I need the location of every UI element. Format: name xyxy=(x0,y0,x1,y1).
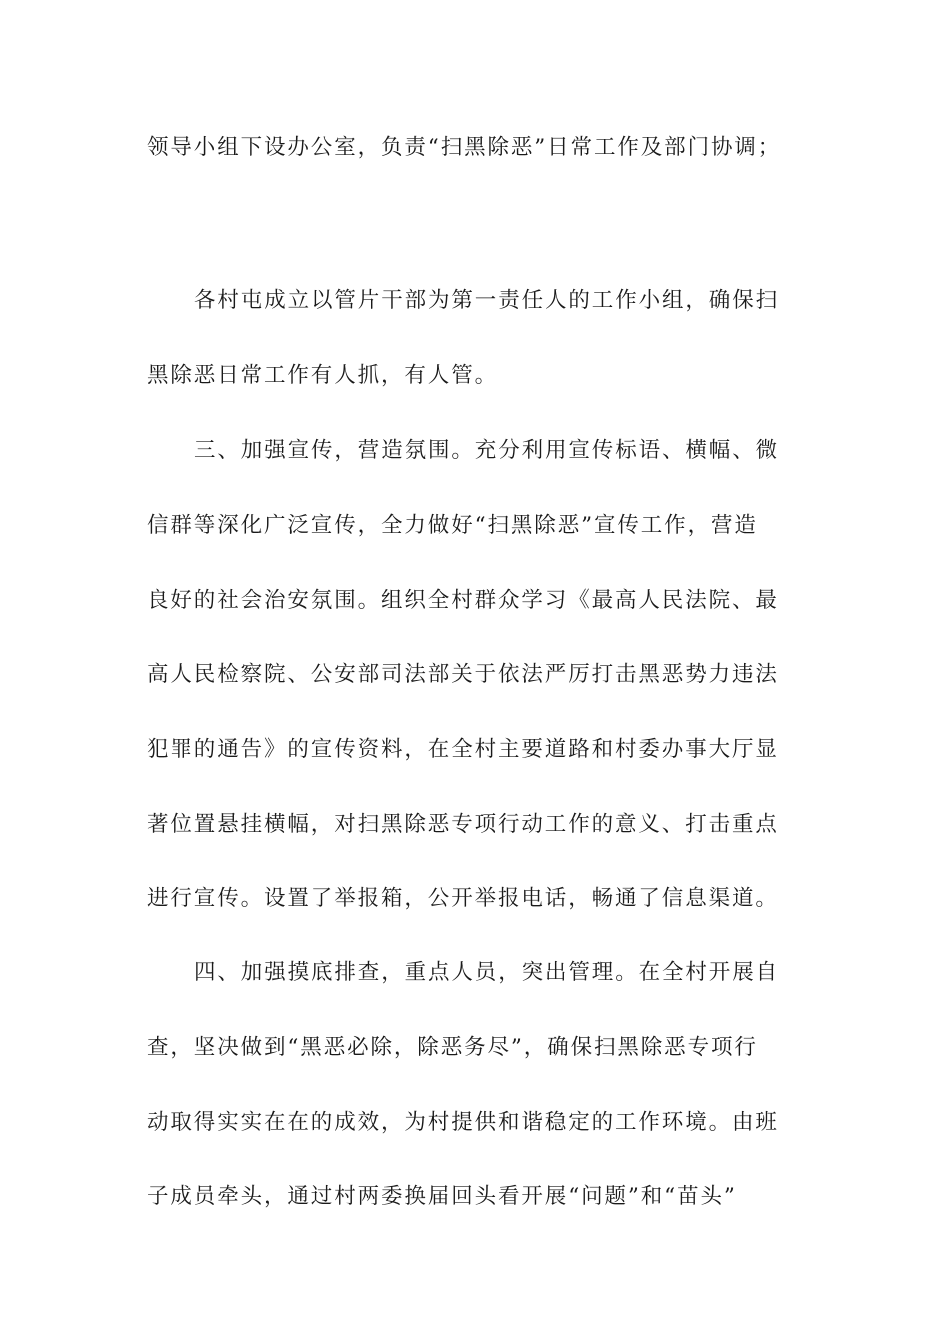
text-line: 各村屯成立以管片干部为第一责任人的工作小组，确保扫 xyxy=(194,288,780,313)
text-line: 三、加强宣传，营造氛围。充分利用宣传标语、横幅、微 xyxy=(194,438,780,463)
text-line: 良好的社会治安氛围。组织全村群众学习《最高人民法院、最 xyxy=(147,588,779,613)
text-line: 高人民检察院、公安部司法部关于依法严厉打击黑恶势力违法 xyxy=(147,662,779,687)
text-line: 四、加强摸底排查，重点人员，突出管理。在全村开展自 xyxy=(194,960,780,985)
text-line: 进行宣传。设置了举报箱，公开举报电话，畅通了信息渠道。 xyxy=(147,886,779,911)
text-line: 领导小组下设办公室，负责“扫黑除恶”日常工作及部门协调； xyxy=(147,135,782,160)
text-line: 信群等深化广泛宣传，全力做好“扫黑除恶”宣传工作，营造 xyxy=(147,513,758,538)
text-line: 动取得实实在在的成效，为村提供和谐稳定的工作环境。由班 xyxy=(147,1110,779,1135)
text-line: 著位置悬挂横幅，对扫黑除恶专项行动工作的意义、打击重点 xyxy=(147,812,779,837)
text-line: 子成员牵头，通过村两委换届回头看开展“问题”和“苗头” xyxy=(147,1184,737,1209)
text-line: 犯罪的通告》的宣传资料，在全村主要道路和村委办事大厅显 xyxy=(147,737,779,762)
text-line: 查，坚决做到“黑恶必除，除恶务尽”，确保扫黑除恶专项行 xyxy=(147,1035,758,1060)
text-line: 黑除恶日常工作有人抓，有人管。 xyxy=(147,363,499,388)
